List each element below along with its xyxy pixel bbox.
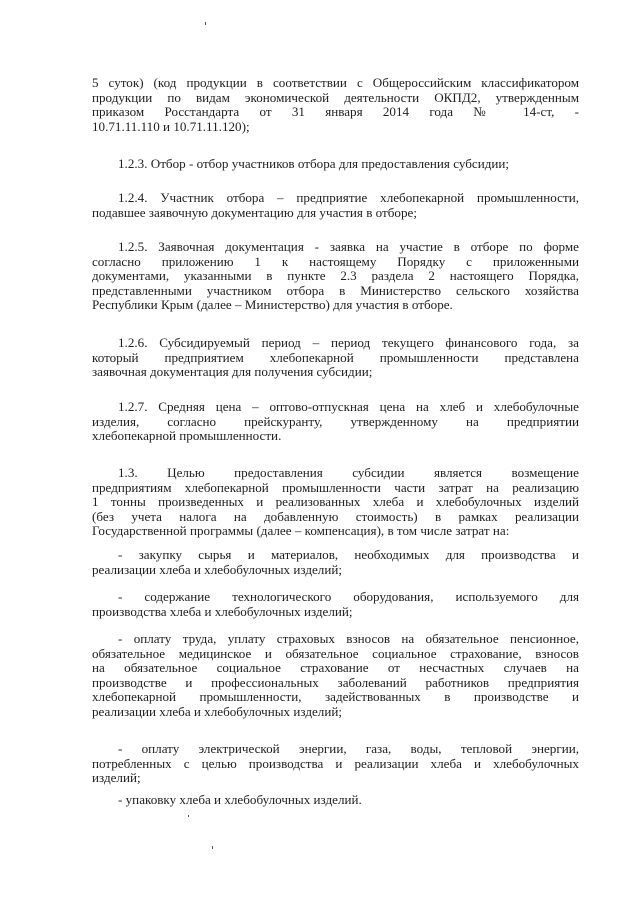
- text-line: 1.2.6. Субсидируемый период – период текущего финансового года, за: [118, 335, 579, 350]
- text-line: 10.71.11.110 и 10.71.11.120);: [92, 118, 250, 134]
- text-line: - упаковку хлеба и хлебобулочных изделий.: [118, 792, 362, 807]
- text-line: 5 суток) (код продукции в соответствии с Общероссийским классификатором: [92, 75, 579, 90]
- text-line: 1.2.3. Отбор - отбор участников отбора для предоставления субсидии;: [118, 156, 510, 171]
- text-line: 1 тонны произведенных и реализованных хлеба и хлебобулочных изделий: [92, 494, 579, 510]
- text-line: - оплату труда, уплату страховых взносов на обязательное пенсионное,: [118, 631, 579, 646]
- paragraph-1-2-3: [118, 157, 579, 172]
- text-line: 1.3. Целью предоставления субсидии является возмещение: [118, 465, 579, 480]
- text-line: 1.2.7. Средняя цена – оптово-отпускная цена на хлеб и хлебобулочные: [118, 399, 579, 414]
- text-line: изделий;: [92, 770, 141, 786]
- text-line: потребленных с целью производства и реализации хлеба и хлебобулочных: [92, 755, 579, 771]
- text-line: хлебопекарной промышленности, задействованных в производстве и: [92, 689, 579, 705]
- text-line: Республики Крым (далее – Министерство) для участия в отборе.: [92, 297, 453, 313]
- text-line: 1.2.4. Участник отбора – предприятие хлебопекарной промышленности,: [118, 190, 579, 205]
- text-line: продукции по видам экономической деятельности ОКПД2, утвержденным: [92, 89, 579, 105]
- text-line: реализации хлеба и хлебобулочных изделий;: [92, 561, 342, 577]
- text-line: обязательное медицинское и обязательное социальное страхование, взносов: [92, 645, 579, 661]
- text-line: реализации хлеба и хлебобулочных изделий;: [92, 703, 342, 719]
- text-line: приказом Росстандарта от 31 января 2014 года № 14-ст, -: [92, 104, 579, 120]
- text-line: 1.2.5. Заявочная документация - заявка на участие в отборе по форме: [118, 239, 579, 254]
- text-line: предприятиям хлебопекарной промышленности части затрат на реализацию: [92, 479, 579, 495]
- paragraph-1-2-7: [92, 400, 579, 444]
- list-item-raw-materials: [92, 548, 579, 577]
- scan-speck: [212, 846, 213, 849]
- text-line: изделия, согласно прейскуранту, утвержденному на предприятии: [92, 413, 579, 429]
- list-item-labor: [92, 632, 579, 720]
- text-line: - содержание технологического оборудования, используемого для: [118, 589, 579, 604]
- list-item-equipment: [92, 590, 579, 619]
- text-line: хлебопекарной промышленности.: [92, 428, 282, 444]
- list-item-energy: [92, 742, 579, 786]
- text-line: представленными участником отбора в Министерство сельского хозяйства: [92, 282, 579, 298]
- paragraph-intro-continuation: [92, 76, 579, 134]
- scan-speck: [188, 815, 189, 817]
- text-line: заявочная документация для получения субсидии;: [92, 364, 373, 380]
- text-line: Государственной программы (далее – компенсация), в том числе затрат на:: [92, 523, 510, 539]
- list-item-packaging: [118, 793, 579, 808]
- text-line: документами, указанными в пункте 2.3 раздела 2 настоящего Порядка,: [92, 268, 579, 284]
- paragraph-1-2-5: [92, 240, 579, 313]
- text-line: (без учета налога на добавленную стоимость) в рамках реализации: [92, 508, 579, 524]
- text-line: который предприятием хлебопекарной промышленности представлена: [92, 349, 579, 365]
- text-line: подавшее заявочную документацию для участия в отборе;: [92, 204, 417, 220]
- text-line: - закупку сырья и материалов, необходимых для производства и: [118, 547, 579, 562]
- text-line: - оплату электрической энергии, газа, воды, тепловой энергии,: [118, 741, 579, 756]
- text-line: согласно приложению 1 к настоящему Порядку с приложенными: [92, 253, 579, 269]
- scan-speck: [205, 22, 206, 25]
- text-line: производстве и профессиональных заболеваний работников предприятия: [92, 674, 579, 690]
- text-line: на обязательное социальное страхование от несчастных случаев на: [92, 660, 579, 676]
- paragraph-1-2-4: [92, 191, 579, 220]
- paragraph-1-3: [92, 466, 579, 539]
- text-line: производства хлеба и хлебобулочных изделий;: [92, 603, 353, 619]
- paragraph-1-2-6: [92, 336, 579, 380]
